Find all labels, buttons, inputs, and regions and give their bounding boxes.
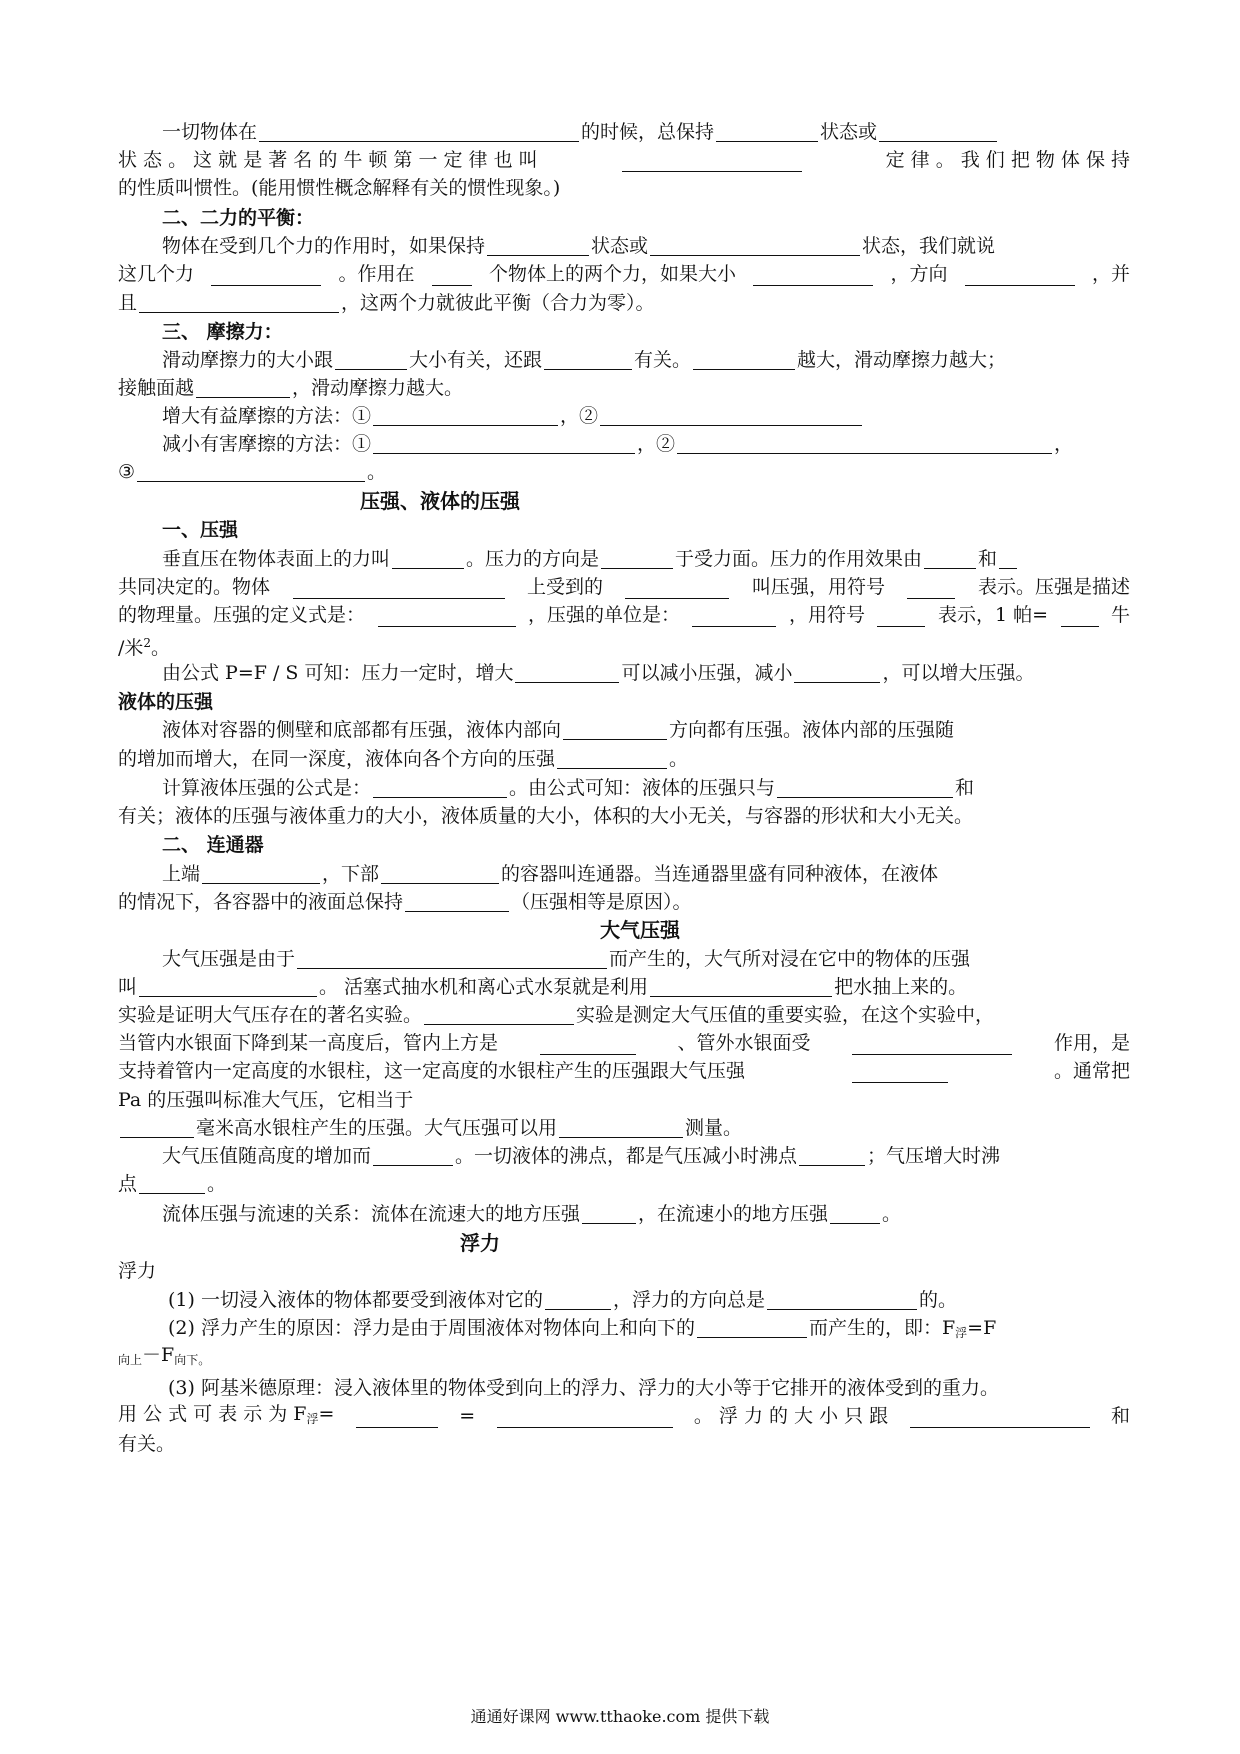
subheading-liquid-pressure: 液体的压强 — [118, 691, 214, 713]
blank[interactable] — [545, 1287, 611, 1310]
section-title-buoyancy: 浮力 — [460, 1231, 500, 1255]
blank[interactable] — [601, 546, 673, 569]
section-heading-friction: 三、 摩擦力： — [162, 321, 283, 343]
blank[interactable] — [1061, 604, 1099, 627]
blank[interactable] — [137, 459, 365, 482]
blank[interactable] — [373, 775, 507, 798]
blank[interactable] — [373, 431, 635, 454]
blank[interactable] — [432, 263, 472, 286]
blank[interactable] — [559, 1115, 683, 1138]
blank[interactable] — [196, 375, 290, 398]
atmo-line-8: 大气压值随高度的增加而 。一切液体的沸点，都是气压减小时沸点 ；气压增大时沸 — [162, 1145, 1001, 1167]
atmo-line-3: 实验是证明大气压存在的著名实验。 实验是测定大气压值的重要实验，在这个实验中， — [118, 1004, 995, 1026]
blank[interactable] — [139, 1171, 205, 1194]
blank[interactable] — [356, 1405, 438, 1428]
blank[interactable] — [852, 1032, 1012, 1055]
blank[interactable] — [693, 347, 795, 370]
atmo-line-1: 大气压强是由于 而产生的，大气所对浸在它中的物体的压强 — [162, 948, 971, 970]
blank[interactable] — [650, 974, 832, 997]
buoyancy-label: 浮力 — [118, 1260, 157, 1282]
blank[interactable] — [563, 717, 667, 740]
balance-line-2: 这几个力 。作用在 个物体上的两个力，如果大小 ，方向 ，并 — [118, 263, 1130, 285]
friction-line-5: ③ 。 — [118, 461, 387, 483]
blank[interactable] — [139, 290, 339, 313]
blank[interactable] — [600, 403, 862, 426]
buoyancy-line-3: $_{向上}-F_{向下。}$ — [118, 1344, 211, 1367]
blank[interactable] — [424, 1002, 574, 1025]
buoyancy-line-1: (1) 一切浸入液体的物体都要受到液体对它的 ，浮力的方向总是 的。 — [168, 1289, 957, 1311]
blank[interactable] — [767, 1287, 917, 1310]
friction-line-3: 增大有益摩擦的方法：① ，② — [118, 399, 1130, 433]
blank[interactable] — [139, 974, 317, 997]
pressure-line-1: 垂直压在物体表面上的力叫 。压力的方向是 于受力面。压力的作用效果由 和 — [118, 542, 1130, 576]
blank[interactable] — [544, 347, 632, 370]
atmo-line-10: 流体压强与流速的关系：流体在流速大的地方压强 ，在流速小的地方压强 。 — [162, 1203, 902, 1225]
blank[interactable] — [622, 149, 802, 172]
friction-line-1: 滑动摩擦力的大小跟 大小有关，还跟 有关。 越大，滑动摩擦力越大； — [162, 349, 1007, 371]
buoyancy-line-4: (3) 阿基米德原理：浸入液体里的物体受到向上的浮力、浮力的大小等于它排开的液体受到的重力。 — [168, 1377, 999, 1399]
blank[interactable] — [373, 1143, 453, 1166]
liquid-line-1: 液体对容器的侧壁和底部都有压强，液体内部向 方向都有压强。液体内部的压强随 — [162, 719, 955, 741]
blank[interactable] — [392, 546, 464, 569]
blank[interactable] — [582, 1201, 636, 1224]
blank[interactable] — [907, 576, 955, 599]
inertia-line-3: 的性质叫惯性。(能用惯性概念解释有关的惯性现象。) — [118, 177, 561, 199]
blank[interactable] — [692, 604, 776, 627]
pressure-line-2: 共同决定的。物体 上受到的 叫压强，用符号 表示。压强是描述 — [118, 576, 1130, 598]
subheading-connector: 二、 连通器 — [162, 834, 264, 856]
atmo-line-9: 点 。 — [118, 1173, 227, 1195]
blank[interactable] — [293, 576, 505, 599]
blank[interactable] — [716, 119, 818, 142]
blank[interactable] — [405, 889, 509, 912]
blank[interactable] — [373, 403, 558, 426]
blank[interactable] — [202, 861, 320, 884]
blank[interactable] — [211, 263, 321, 286]
blank[interactable] — [677, 431, 1052, 454]
buoyancy-line-5: 用 公 式 可 表 示 为 $F_浮=$ = 。 浮 力 的 大 小 只 跟 和 — [118, 1402, 1130, 1427]
pressure-line-4: /米$^2$。 — [118, 636, 171, 659]
liquid-line-4: 有关；液体的压强与液体重力的大小，液体质量的大小，体积的大小无关，与容器的形状和大小无关。 — [118, 805, 974, 827]
buoyancy-line-2: (2) 浮力产生的原因：浮力是由于周围液体对物体向上和向下的 而产生的，即：$F_浮=F$ — [168, 1317, 997, 1340]
blank[interactable] — [378, 604, 516, 627]
blank[interactable] — [910, 1405, 1090, 1428]
pressure-line-3: 的物理量。压强的定义式是： ，压强的单位是： ，用符号 表示，1 帕= 牛 — [118, 604, 1130, 626]
balance-line-1: 物体在受到几个力的作用时，如果保持 状态或 状态，我们就说 — [162, 235, 996, 257]
blank[interactable] — [697, 1315, 807, 1338]
subheading-pressure: 一、压强 — [162, 519, 239, 541]
blank[interactable] — [120, 1115, 194, 1138]
liquid-line-3: 计算液体压强的公式是： 。由公式可知：液体的压强只与 和 — [162, 777, 975, 799]
atmo-line-2: 叫 。 活塞式抽水机和离心式水泵就是利用 把水抽上来的。 — [118, 976, 968, 998]
blank[interactable] — [999, 546, 1017, 569]
pressure-line-5: 由公式 P=F / S 可知：压力一定时，增大 可以减小压强，减小 ，可以增大压强。 — [162, 662, 1035, 684]
buoyancy-line-6: 有关。 — [118, 1433, 176, 1455]
atmo-line-5: 支持着管内一定高度的水银柱，这一定高度的水银柱产生的压强跟大气压强 。通常把 — [118, 1060, 1130, 1082]
blank[interactable] — [381, 861, 499, 884]
friction-line-4: 减小有害摩擦的方法：① ，② ， — [162, 433, 1074, 455]
blank[interactable] — [777, 775, 953, 798]
blank[interactable] — [852, 1060, 948, 1083]
inertia-line-1: 一切物体在 的时候，总保持 状态或 — [118, 115, 1130, 149]
blank[interactable] — [515, 660, 619, 683]
blank[interactable] — [830, 1201, 880, 1224]
section-title-pressure: 压强、液体的压强 — [360, 489, 520, 513]
blank[interactable] — [794, 660, 880, 683]
inertia-line-2: 状 态 。 这 就 是 著 名 的 牛 顿 第 一 定 律 也 叫 定 律 。 我 们 把 物 体 保 持 — [118, 149, 1130, 171]
blank[interactable] — [879, 119, 997, 142]
atmo-line-7: 毫米高水银柱产生的压强。大气压强可以用 测量。 — [118, 1111, 1130, 1145]
blank[interactable] — [497, 1405, 673, 1428]
blank[interactable] — [297, 946, 607, 969]
blank[interactable] — [799, 1143, 865, 1166]
atmo-line-4: 当管内水银面下降到某一高度后，管内上方是 、管外水银面受 作用，是 — [118, 1032, 1130, 1054]
blank[interactable] — [487, 233, 589, 256]
section-title-atmosphere: 大气压强 — [600, 918, 680, 942]
connector-line-1: 上端 ，下部 的容器叫连通器。当连通器里盛有同种液体，在液体 — [162, 863, 939, 885]
blank[interactable] — [625, 576, 729, 599]
blank[interactable] — [877, 604, 925, 627]
page-footer: 通通好课网 www.tthaoke.com 提供下载 — [470, 1707, 770, 1726]
section-heading-balance: 二、二力的平衡： — [162, 207, 315, 229]
blank[interactable] — [924, 546, 976, 569]
blank[interactable] — [753, 263, 873, 286]
balance-line-3: 且 ，这两个力就彼此平衡（合力为零）。 — [118, 292, 655, 314]
blank[interactable] — [557, 746, 667, 769]
friction-line-2: 接触面越 ，滑动摩擦力越大。 — [118, 377, 464, 399]
atmo-line-6: Pa 的压强叫标准大气压，它相当于 — [118, 1089, 414, 1111]
blank[interactable] — [540, 1032, 636, 1055]
liquid-line-2: 的增加而增大，在同一深度，液体向各个方向的压强 。 — [118, 748, 689, 770]
blank[interactable] — [335, 347, 407, 370]
blank[interactable] — [965, 263, 1075, 286]
connector-line-2: 的情况下，各容器中的液面总保持 （压强相等是原因）。 — [118, 891, 692, 913]
blank[interactable] — [650, 233, 860, 256]
blank[interactable] — [259, 119, 579, 142]
